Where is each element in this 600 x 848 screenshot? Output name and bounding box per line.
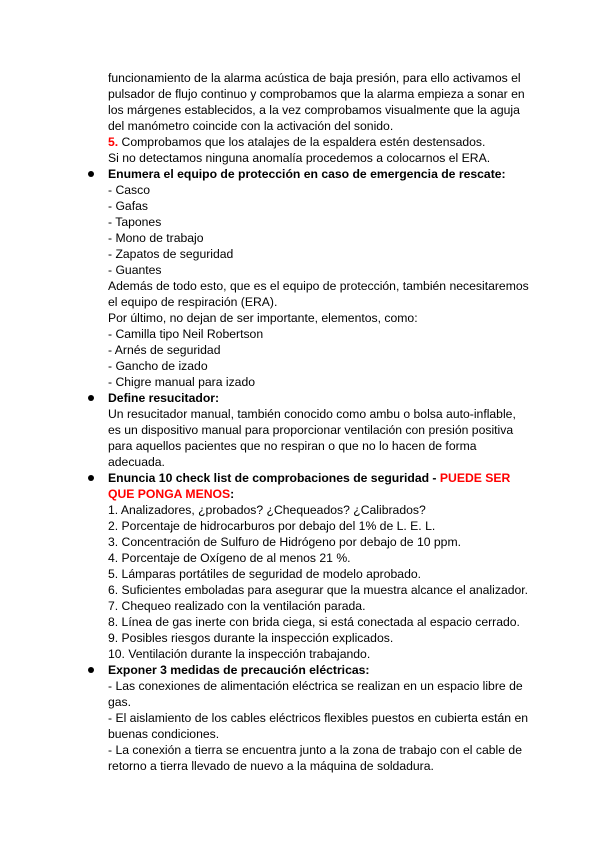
bullet-icon	[88, 171, 94, 177]
step-5-text: Comprobamos que los atalajes de la espaldera estén destensados.	[118, 135, 486, 149]
section4-heading: Exponer 3 medidas de precaución eléctricas:	[108, 663, 370, 677]
list-item: - Mono de trabajo	[108, 231, 204, 245]
intro-closing: Si no detectamos ninguna anomalía procedemos a colocarnos el ERA.	[108, 151, 491, 165]
list-item: - Gancho de izado	[108, 359, 208, 373]
list-item: - Gafas	[108, 199, 148, 213]
list-item: 8. Línea de gas inerte con brida ciega, si está conectada al espacio cerrado.	[108, 615, 520, 629]
list-item: - Zapatos de seguridad	[108, 247, 234, 261]
section3-colon: :	[230, 487, 235, 501]
list-item: 2. Porcentaje de hidrocarburos por debajo del 1% de L. E. L.	[108, 519, 436, 533]
intro-line: funcionamiento de la alarma acústica de baja presión, para ello activamos el	[108, 71, 521, 85]
list-item: - Camilla tipo Neil Robertson	[108, 327, 264, 341]
paragraph-line: adecuada.	[108, 455, 165, 469]
list-item: - Casco	[108, 183, 150, 197]
list-item: 1. Analizadores, ¿probados? ¿Chequeados? ¿Calibrados?	[108, 503, 426, 517]
paragraph-line: retorno a tierra llevado de nuevo a la máquina de soldadura.	[108, 759, 434, 773]
section3-heading-cont	[108, 486, 234, 502]
list-item: 3. Concentración de Sulfuro de Hidrógeno por debajo de 10 ppm.	[108, 535, 461, 549]
section2-heading: Define resucitador:	[108, 391, 220, 405]
section3-heading	[108, 470, 510, 486]
paragraph-line: para aquellos pacientes que no respiran o que no lo hacen de forma	[108, 439, 477, 453]
section3-note: PUEDE SER	[439, 471, 511, 485]
list-item: 7. Chequeo realizado con la ventilación parada.	[108, 599, 366, 613]
paragraph-line: Un resucitador manual, también conocido como ambu o bolsa auto-inflable,	[108, 407, 516, 421]
intro-line: del manómetro coincide con la activación del sonido.	[108, 119, 394, 133]
step-5-number: 5.	[108, 135, 119, 149]
bullet-icon	[88, 475, 94, 481]
paragraph-line: - El aislamiento de los cables eléctricos flexibles puestos en cubierta están en	[108, 711, 529, 725]
paragraph-line: Por último, no dejan de ser importante, elementos, como:	[108, 311, 418, 325]
section3-heading-sep: -	[429, 471, 440, 485]
paragraph-line: buenas condiciones.	[108, 727, 220, 741]
paragraph-line: el equipo de respiración (ERA).	[108, 295, 278, 309]
list-item: 4. Porcentaje de Oxígeno de al menos 21 %.	[108, 551, 351, 565]
paragraph-line: - La conexión a tierra se encuentra junto a la zona de trabajo con el cable de	[108, 743, 522, 757]
section1-heading: Enumera el equipo de protección en caso de emergencia de rescate:	[108, 167, 506, 181]
list-item: - Tapones	[108, 215, 162, 229]
list-item: 9. Posibles riesgos durante la inspección explicados.	[108, 631, 394, 645]
step-5-line	[108, 134, 485, 150]
paragraph-line: es un dispositivo manual para proporcionar ventilación con presión positiva	[108, 423, 514, 437]
paragraph-line: gas.	[108, 695, 132, 709]
paragraph-line: - Las conexiones de alimentación eléctrica se realizan en un espacio libre de	[108, 679, 523, 693]
bullet-icon	[88, 395, 94, 401]
list-item: 5. Lámparas portátiles de seguridad de modelo aprobado.	[108, 567, 422, 581]
list-item: - Chigre manual para izado	[108, 375, 256, 389]
list-item: 6. Suficientes emboladas para asegurar que la muestra alcance el analizador.	[108, 583, 529, 597]
bullet-icon	[88, 667, 94, 673]
list-item: 10. Ventilación durante la inspección trabajando.	[108, 647, 371, 661]
list-item: - Guantes	[108, 263, 162, 277]
list-item: - Arnés de seguridad	[108, 343, 221, 357]
intro-line: los márgenes establecidos, a la vez comprobamos visualmente que la aguja	[108, 103, 520, 117]
intro-line: pulsador de flujo continuo y comprobamos que la alarma empieza a sonar en	[108, 87, 525, 101]
section3-heading-text: Enuncia 10 check list de comprobaciones de seguridad	[108, 471, 430, 485]
section3-note: QUE PONGA MENOS	[108, 487, 231, 501]
paragraph-line: Además de todo esto, que es el equipo de protección, también necesitaremos	[108, 279, 529, 293]
